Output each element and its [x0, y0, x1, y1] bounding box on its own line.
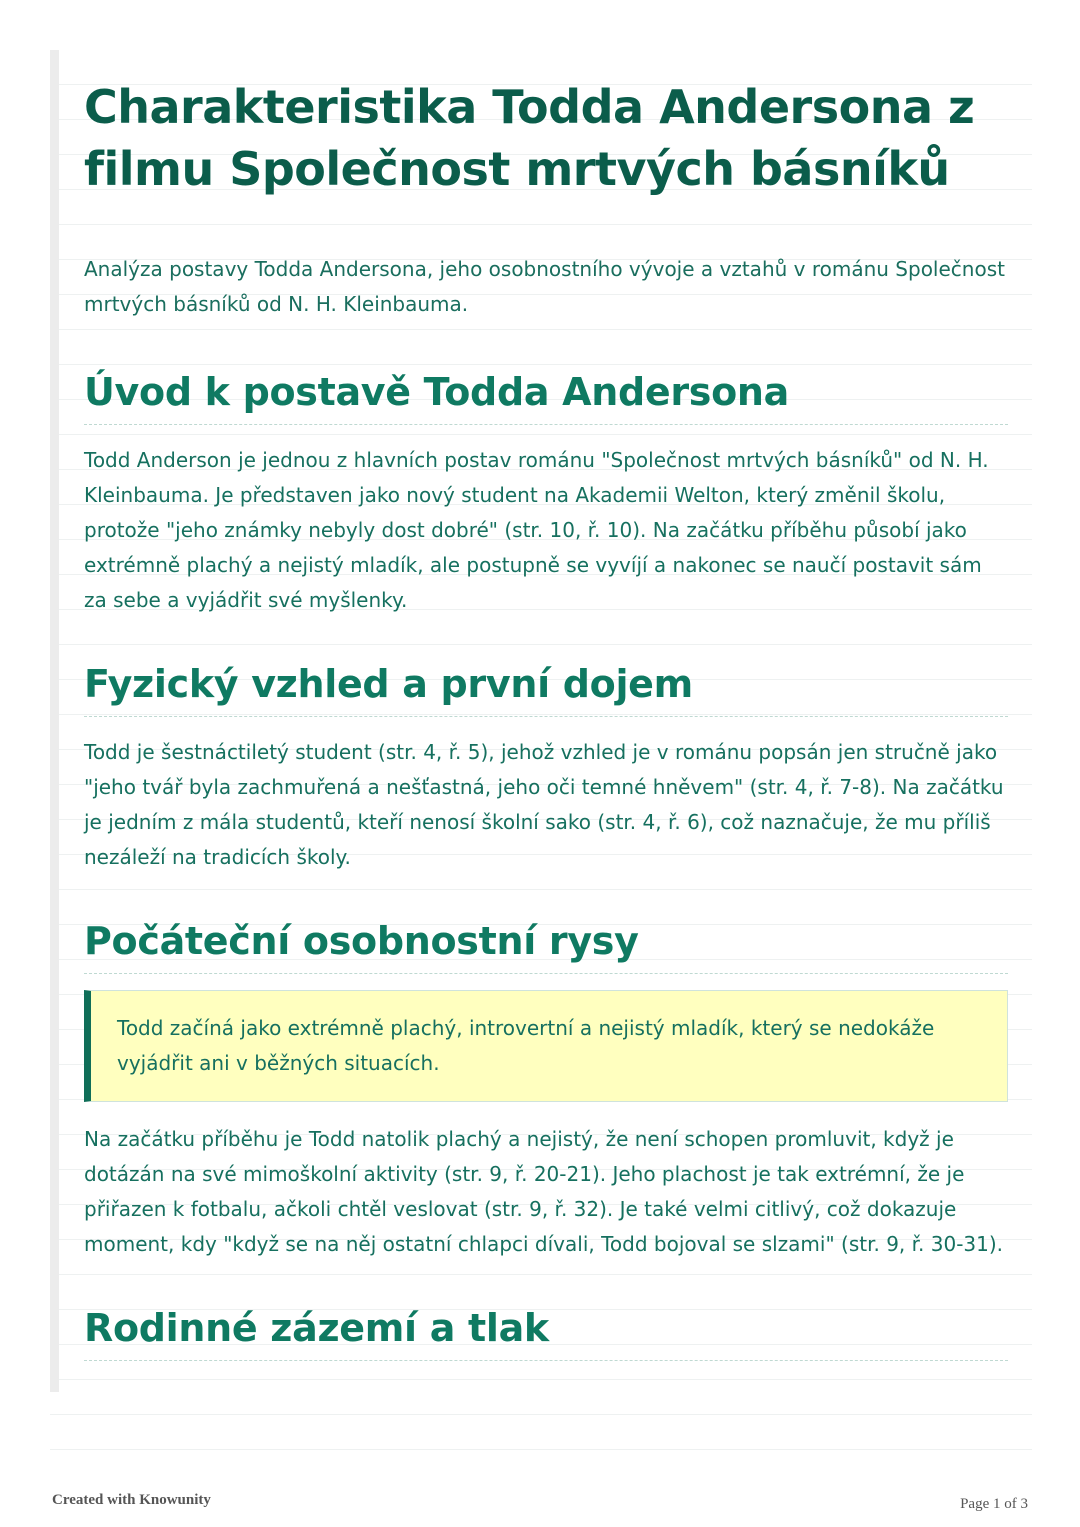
footer-brand: Created with Knowunity — [52, 1492, 211, 1508]
section-paragraph: Todd Anderson je jednou z hlavních postav románu "Společnost mrtvých básníků" od N. H. Kleinbauma. Je představen jako nový student na Akademii Welton, který změnil školu, protože "jeho známky nebyly dost dobré" (str. 10, ř. 10). Na začátku příběhu působí jako extrémně plachý a nejistý mladík, ale postupně se vyvíjí a nakonec se naučí postavit sám za sebe a vyjádřit své myšlenky. — [84, 448, 989, 612]
page-number: Page 1 of 3 — [960, 1496, 1028, 1512]
section-paragraph: Na začátku příběhu je Todd natolik plachý a nejistý, že není schopen promluvit, když je dotázán na své mimoškolní aktivity (str. 9, ř. 20-21). Jeho plachost je tak extrémní, že je přiřazen k fotbalu, ačkoli chtěl veslovat (str. 9, ř. 32). Je také velmi citlivý, což dokazuje moment, kdy "když se na něj ostatní chlapci dívali, Todd bojoval se slzami" (str. 9, ř. 30-31). — [84, 1127, 1004, 1256]
section-heading: Úvod k postavě Todda Andersona — [84, 366, 1008, 425]
section-heading: Počáteční osobnostní rysy — [84, 915, 1008, 974]
section-heading: Fyzický vzhled a první dojem — [84, 658, 1008, 717]
document-intro: Analýza postavy Todda Andersona, jeho osobnostního vývoje a vztahů v románu Společnost mrtvých básníků od N. H. Kleinbauma. — [84, 257, 1005, 316]
section-personality — [84, 915, 1008, 1262]
section-family — [84, 1302, 1008, 1361]
document-title: Charakteristika Todda Andersona z filmu Společnost mrtvých básníků — [84, 80, 975, 196]
highlight-callout: Todd začíná jako extrémně plachý, introvertní a nejistý mladík, který se nedokáže vyjádřit ani v běžných situacích. — [84, 990, 1008, 1102]
document-content — [84, 70, 1008, 1361]
section-heading: Rodinné zázemí a tlak — [84, 1302, 1008, 1361]
section-intro — [84, 366, 1008, 618]
section-paragraph: Todd je šestnáctiletý student (str. 4, ř. 5), jehož vzhled je v románu popsán jen stručně jako "jeho tvář byla zachmuřená a nešťastná, jeho oči temné hněvem" (str. 4, ř. 7-8). Na začátku je jedním z mála studentů, kteří nenosí školní sako (str. 4, ř. 6), což naznačuje, že mu příliš nezáleží na tradicích školy. — [84, 740, 1004, 869]
section-appearance — [84, 658, 1008, 875]
page-margin-bar — [50, 50, 59, 1392]
